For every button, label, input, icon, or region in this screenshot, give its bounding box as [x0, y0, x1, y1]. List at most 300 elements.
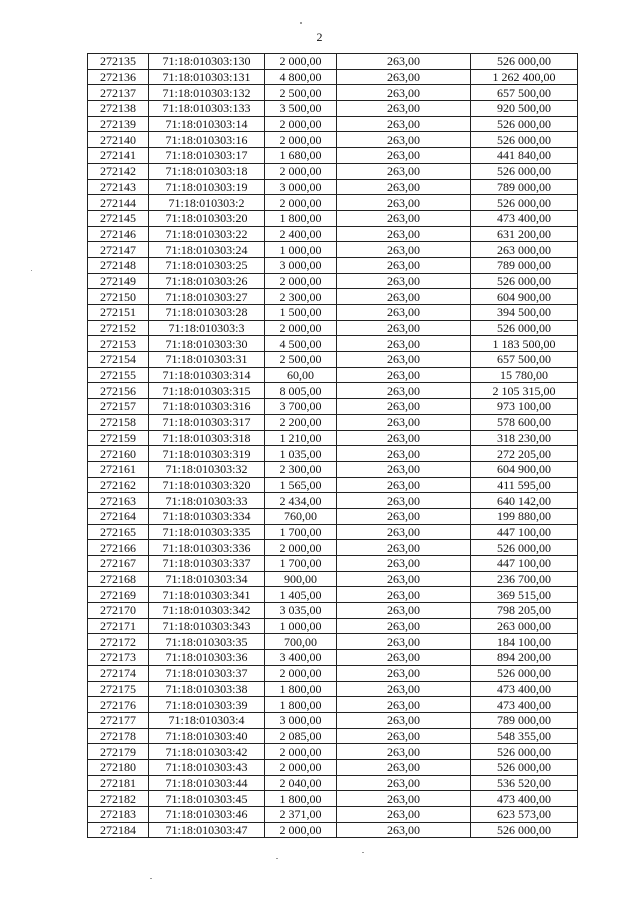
rate-cell: 263,00: [337, 587, 471, 603]
rate-cell: 263,00: [337, 461, 471, 477]
area-cell: 1 210,00: [265, 430, 337, 446]
area-cell: 1 680,00: [265, 148, 337, 164]
cadastral-value-cell: 526 000,00: [471, 540, 578, 556]
rate-cell: 263,00: [337, 524, 471, 540]
record-number-cell: 272165: [88, 524, 149, 540]
rate-cell: 263,00: [337, 556, 471, 572]
area-cell: 4 500,00: [265, 336, 337, 352]
cadastral-number-cell: 71:18:010303:337: [149, 556, 265, 572]
table-row: [88, 728, 578, 744]
record-number-cell: 272136: [88, 69, 149, 85]
area-cell: 2 000,00: [265, 195, 337, 211]
scan-speck: [362, 852, 364, 853]
cadastral-value-cell: 526 000,00: [471, 822, 578, 838]
cadastral-number-cell: 71:18:010303:342: [149, 603, 265, 619]
record-number-cell: 272158: [88, 414, 149, 430]
area-cell: 3 000,00: [265, 257, 337, 273]
cadastral-value-cell: 657 500,00: [471, 85, 578, 101]
area-cell: 1 565,00: [265, 477, 337, 493]
cadastral-value-cell: 1 262 400,00: [471, 69, 578, 85]
rate-cell: 263,00: [337, 289, 471, 305]
cadastral-value-cell: 920 500,00: [471, 101, 578, 117]
table-row: [88, 54, 578, 70]
area-cell: 1 700,00: [265, 556, 337, 572]
cadastral-number-cell: 71:18:010303:26: [149, 273, 265, 289]
cadastral-number-cell: 71:18:010303:19: [149, 179, 265, 195]
area-cell: 1 500,00: [265, 305, 337, 321]
area-cell: 3 000,00: [265, 179, 337, 195]
cadastral-value-cell: 548 355,00: [471, 728, 578, 744]
cadastral-number-cell: 71:18:010303:28: [149, 305, 265, 321]
cadastral-value-cell: 526 000,00: [471, 116, 578, 132]
rate-cell: 263,00: [337, 775, 471, 791]
rate-cell: 263,00: [337, 744, 471, 760]
record-number-cell: 272141: [88, 148, 149, 164]
cadastral-number-cell: 71:18:010303:24: [149, 242, 265, 258]
cadastral-value-cell: 604 900,00: [471, 461, 578, 477]
cadastral-number-cell: 71:18:010303:18: [149, 163, 265, 179]
area-cell: 2 500,00: [265, 85, 337, 101]
area-cell: 2 000,00: [265, 822, 337, 838]
record-number-cell: 272169: [88, 587, 149, 603]
cadastral-value-cell: 1 183 500,00: [471, 336, 578, 352]
area-cell: 700,00: [265, 634, 337, 650]
table-row: [88, 132, 578, 148]
table-row: [88, 273, 578, 289]
record-number-cell: 272138: [88, 101, 149, 117]
cadastral-number-cell: 71:18:010303:341: [149, 587, 265, 603]
area-cell: 900,00: [265, 571, 337, 587]
rate-cell: 263,00: [337, 320, 471, 336]
record-number-cell: 272152: [88, 320, 149, 336]
cadastral-value-cell: 272 205,00: [471, 446, 578, 462]
record-number-cell: 272137: [88, 85, 149, 101]
rate-cell: 263,00: [337, 650, 471, 666]
area-cell: 2 000,00: [265, 273, 337, 289]
cadastral-value-cell: 526 000,00: [471, 54, 578, 70]
cadastral-number-cell: 71:18:010303:320: [149, 477, 265, 493]
cadastral-value-cell: 604 900,00: [471, 289, 578, 305]
rate-cell: 263,00: [337, 305, 471, 321]
cadastral-number-cell: 71:18:010303:34: [149, 571, 265, 587]
table-row: [88, 148, 578, 164]
cadastral-value-cell: 447 100,00: [471, 524, 578, 540]
table-row: [88, 383, 578, 399]
cadastral-number-cell: 71:18:010303:43: [149, 759, 265, 775]
rate-cell: 263,00: [337, 697, 471, 713]
record-number-cell: 272181: [88, 775, 149, 791]
area-cell: 2 000,00: [265, 54, 337, 70]
record-number-cell: 272154: [88, 352, 149, 368]
cadastral-number-cell: 71:18:010303:33: [149, 493, 265, 509]
cadastral-value-cell: 473 400,00: [471, 681, 578, 697]
table-row: [88, 101, 578, 117]
table-row: [88, 195, 578, 211]
cadastral-value-cell: 473 400,00: [471, 697, 578, 713]
cadastral-value-cell: 199 880,00: [471, 508, 578, 524]
record-number-cell: 272157: [88, 399, 149, 415]
table-row: [88, 461, 578, 477]
cadastral-value-cell: 184 100,00: [471, 634, 578, 650]
record-number-cell: 272177: [88, 712, 149, 728]
area-cell: 2 500,00: [265, 352, 337, 368]
rate-cell: 263,00: [337, 242, 471, 258]
record-number-cell: 272174: [88, 665, 149, 681]
table-row: [88, 116, 578, 132]
record-number-cell: 272145: [88, 210, 149, 226]
record-number-cell: 272180: [88, 759, 149, 775]
cadastral-value-cell: 263 000,00: [471, 242, 578, 258]
cadastral-value-cell: 411 595,00: [471, 477, 578, 493]
record-number-cell: 272171: [88, 618, 149, 634]
table-row: [88, 367, 578, 383]
cadastral-value-cell: 789 000,00: [471, 712, 578, 728]
table-row: [88, 807, 578, 823]
record-number-cell: 272148: [88, 257, 149, 273]
record-number-cell: 272144: [88, 195, 149, 211]
table-row: [88, 85, 578, 101]
area-cell: 1 000,00: [265, 242, 337, 258]
rate-cell: 263,00: [337, 352, 471, 368]
table-row: [88, 791, 578, 807]
cadastral-value-cell: 526 000,00: [471, 273, 578, 289]
rate-cell: 263,00: [337, 493, 471, 509]
record-number-cell: 272140: [88, 132, 149, 148]
rate-cell: 263,00: [337, 791, 471, 807]
rate-cell: 263,00: [337, 179, 471, 195]
cadastral-number-cell: 71:18:010303:20: [149, 210, 265, 226]
cadastral-value-cell: 318 230,00: [471, 430, 578, 446]
rate-cell: 263,00: [337, 116, 471, 132]
area-cell: 1 800,00: [265, 791, 337, 807]
record-number-cell: 272156: [88, 383, 149, 399]
record-number-cell: 272160: [88, 446, 149, 462]
cadastral-value-cell: 789 000,00: [471, 179, 578, 195]
cadastral-number-cell: 71:18:010303:3: [149, 320, 265, 336]
cadastral-value-cell: 394 500,00: [471, 305, 578, 321]
rate-cell: 263,00: [337, 85, 471, 101]
rate-cell: 263,00: [337, 163, 471, 179]
area-cell: 3 700,00: [265, 399, 337, 415]
rate-cell: 263,00: [337, 367, 471, 383]
rate-cell: 263,00: [337, 273, 471, 289]
table-row: [88, 634, 578, 650]
table-row: [88, 69, 578, 85]
cadastral-value-cell: 441 840,00: [471, 148, 578, 164]
cadastral-value-cell: 236 700,00: [471, 571, 578, 587]
rate-cell: 263,00: [337, 477, 471, 493]
table-row: [88, 775, 578, 791]
cadastral-value-cell: 473 400,00: [471, 210, 578, 226]
table-row: [88, 712, 578, 728]
record-number-cell: 272146: [88, 226, 149, 242]
record-number-cell: 272161: [88, 461, 149, 477]
table-row: [88, 571, 578, 587]
area-cell: 760,00: [265, 508, 337, 524]
cadastral-number-cell: 71:18:010303:315: [149, 383, 265, 399]
cadastral-number-cell: 71:18:010303:133: [149, 101, 265, 117]
rate-cell: 263,00: [337, 807, 471, 823]
record-number-cell: 272162: [88, 477, 149, 493]
cadastral-value-cell: 623 573,00: [471, 807, 578, 823]
cadastral-number-cell: 71:18:010303:27: [149, 289, 265, 305]
area-cell: 60,00: [265, 367, 337, 383]
cadastral-number-cell: 71:18:010303:343: [149, 618, 265, 634]
cadastral-number-cell: 71:18:010303:38: [149, 681, 265, 697]
cadastral-number-cell: 71:18:010303:132: [149, 85, 265, 101]
record-number-cell: 272170: [88, 603, 149, 619]
area-cell: 2 371,00: [265, 807, 337, 823]
cadastral-value-cell: 536 520,00: [471, 775, 578, 791]
table-row: [88, 556, 578, 572]
cadastral-number-cell: 71:18:010303:17: [149, 148, 265, 164]
rate-cell: 263,00: [337, 132, 471, 148]
cadastral-value-cell: 789 000,00: [471, 257, 578, 273]
table-row: [88, 352, 578, 368]
table-row: [88, 399, 578, 415]
record-number-cell: 272159: [88, 430, 149, 446]
cadastral-value-cell: 894 200,00: [471, 650, 578, 666]
rate-cell: 263,00: [337, 430, 471, 446]
table-row: [88, 257, 578, 273]
rate-cell: 263,00: [337, 69, 471, 85]
rate-cell: 263,00: [337, 665, 471, 681]
area-cell: 3 500,00: [265, 101, 337, 117]
rate-cell: 263,00: [337, 822, 471, 838]
rate-cell: 263,00: [337, 508, 471, 524]
cadastral-number-cell: 71:18:010303:334: [149, 508, 265, 524]
cadastral-number-cell: 71:18:010303:2: [149, 195, 265, 211]
area-cell: 1 800,00: [265, 697, 337, 713]
cadastral-value-cell: 2 105 315,00: [471, 383, 578, 399]
table-row: [88, 603, 578, 619]
area-cell: 3 000,00: [265, 712, 337, 728]
cadastral-number-cell: 71:18:010303:46: [149, 807, 265, 823]
area-cell: 2 200,00: [265, 414, 337, 430]
record-number-cell: 272183: [88, 807, 149, 823]
record-number-cell: 272155: [88, 367, 149, 383]
rate-cell: 263,00: [337, 257, 471, 273]
table-row: [88, 697, 578, 713]
rate-cell: 263,00: [337, 728, 471, 744]
area-cell: 1 800,00: [265, 210, 337, 226]
table-row: [88, 226, 578, 242]
area-cell: 2 000,00: [265, 744, 337, 760]
area-cell: 1 405,00: [265, 587, 337, 603]
rate-cell: 263,00: [337, 759, 471, 775]
table-row: [88, 681, 578, 697]
table-row: [88, 336, 578, 352]
rate-cell: 263,00: [337, 210, 471, 226]
record-number-cell: 272168: [88, 571, 149, 587]
rate-cell: 263,00: [337, 712, 471, 728]
rate-cell: 263,00: [337, 195, 471, 211]
cadastral-value-cell: 526 000,00: [471, 320, 578, 336]
scan-speck: [150, 878, 152, 879]
record-number-cell: 272153: [88, 336, 149, 352]
area-cell: 2 300,00: [265, 289, 337, 305]
record-number-cell: 272163: [88, 493, 149, 509]
table-row: [88, 744, 578, 760]
area-cell: 8 005,00: [265, 383, 337, 399]
area-cell: 1 800,00: [265, 681, 337, 697]
cadastral-number-cell: 71:18:010303:314: [149, 367, 265, 383]
cadastral-number-cell: 71:18:010303:39: [149, 697, 265, 713]
rate-cell: 263,00: [337, 571, 471, 587]
cadastral-number-cell: 71:18:010303:44: [149, 775, 265, 791]
table-row: [88, 508, 578, 524]
record-number-cell: 272167: [88, 556, 149, 572]
scan-speck: [300, 22, 302, 24]
area-cell: 2 000,00: [265, 116, 337, 132]
area-cell: 2 040,00: [265, 775, 337, 791]
cadastral-value-cell: 447 100,00: [471, 556, 578, 572]
area-cell: 1 035,00: [265, 446, 337, 462]
area-cell: 2 300,00: [265, 461, 337, 477]
cadastral-number-cell: 71:18:010303:335: [149, 524, 265, 540]
cadastral-value-cell: 631 200,00: [471, 226, 578, 242]
cadastral-number-cell: 71:18:010303:45: [149, 791, 265, 807]
page-number: 2: [316, 30, 323, 44]
table-row: [88, 493, 578, 509]
cadastral-number-cell: 71:18:010303:14: [149, 116, 265, 132]
area-cell: 2 000,00: [265, 759, 337, 775]
record-number-cell: 272175: [88, 681, 149, 697]
cadastral-number-cell: 71:18:010303:130: [149, 54, 265, 70]
scan-speck: [31, 270, 32, 271]
table-row: [88, 430, 578, 446]
cadastral-value-cell: 526 000,00: [471, 665, 578, 681]
record-number-cell: 272173: [88, 650, 149, 666]
area-cell: 4 800,00: [265, 69, 337, 85]
cadastral-number-cell: 71:18:010303:30: [149, 336, 265, 352]
table-row: [88, 618, 578, 634]
rate-cell: 263,00: [337, 383, 471, 399]
rate-cell: 263,00: [337, 603, 471, 619]
table-row: [88, 759, 578, 775]
record-number-cell: 272176: [88, 697, 149, 713]
cadastral-value-cell: 798 205,00: [471, 603, 578, 619]
rate-cell: 263,00: [337, 148, 471, 164]
area-cell: 2 000,00: [265, 665, 337, 681]
rate-cell: 263,00: [337, 618, 471, 634]
table-row: [88, 289, 578, 305]
cadastral-number-cell: 71:18:010303:36: [149, 650, 265, 666]
table-body: [88, 54, 578, 838]
cadastral-value-cell: 263 000,00: [471, 618, 578, 634]
cadastral-number-cell: 71:18:010303:131: [149, 69, 265, 85]
scan-speck: [276, 858, 278, 859]
cadastral-value-cell: 369 515,00: [471, 587, 578, 603]
table-row: [88, 650, 578, 666]
record-number-cell: 272142: [88, 163, 149, 179]
table-row: [88, 210, 578, 226]
cadastral-number-cell: 71:18:010303:47: [149, 822, 265, 838]
rate-cell: 263,00: [337, 399, 471, 415]
cadastral-value-cell: 526 000,00: [471, 759, 578, 775]
area-cell: 2 434,00: [265, 493, 337, 509]
rate-cell: 263,00: [337, 54, 471, 70]
cadastral-number-cell: 71:18:010303:16: [149, 132, 265, 148]
cadastral-number-cell: 71:18:010303:4: [149, 712, 265, 728]
cadastral-number-cell: 71:18:010303:37: [149, 665, 265, 681]
rate-cell: 263,00: [337, 446, 471, 462]
table-row: [88, 179, 578, 195]
rate-cell: 263,00: [337, 634, 471, 650]
cadastral-number-cell: 71:18:010303:35: [149, 634, 265, 650]
record-number-cell: 272149: [88, 273, 149, 289]
area-cell: 2 000,00: [265, 163, 337, 179]
rate-cell: 263,00: [337, 226, 471, 242]
cadastral-number-cell: 71:18:010303:31: [149, 352, 265, 368]
table-row: [88, 305, 578, 321]
cadastral-value-cell: 973 100,00: [471, 399, 578, 415]
cadastral-value-cell: 15 780,00: [471, 367, 578, 383]
cadastral-number-cell: 71:18:010303:316: [149, 399, 265, 415]
area-cell: 1 700,00: [265, 524, 337, 540]
record-number-cell: 272178: [88, 728, 149, 744]
record-number-cell: 272166: [88, 540, 149, 556]
record-number-cell: 272147: [88, 242, 149, 258]
cadastral-value-cell: 578 600,00: [471, 414, 578, 430]
record-number-cell: 272172: [88, 634, 149, 650]
cadastral-value-cell: 526 000,00: [471, 744, 578, 760]
cadastral-number-cell: 71:18:010303:32: [149, 461, 265, 477]
rate-cell: 263,00: [337, 414, 471, 430]
record-number-cell: 272182: [88, 791, 149, 807]
record-number-cell: 272139: [88, 116, 149, 132]
cadastral-value-cell: 640 142,00: [471, 493, 578, 509]
cadastral-value-cell: 526 000,00: [471, 163, 578, 179]
table-row: [88, 477, 578, 493]
record-number-cell: 272143: [88, 179, 149, 195]
table-row: [88, 822, 578, 838]
area-cell: 2 085,00: [265, 728, 337, 744]
rate-cell: 263,00: [337, 336, 471, 352]
cadastral-value-cell: 473 400,00: [471, 791, 578, 807]
cadastral-value-table: [87, 53, 578, 838]
cadastral-number-cell: 71:18:010303:25: [149, 257, 265, 273]
rate-cell: 263,00: [337, 681, 471, 697]
table-row: [88, 320, 578, 336]
table-row: [88, 446, 578, 462]
table-row: [88, 587, 578, 603]
rate-cell: 263,00: [337, 540, 471, 556]
cadastral-number-cell: 71:18:010303:42: [149, 744, 265, 760]
table-row: [88, 163, 578, 179]
cadastral-number-cell: 71:18:010303:40: [149, 728, 265, 744]
record-number-cell: 272184: [88, 822, 149, 838]
cadastral-number-cell: 71:18:010303:317: [149, 414, 265, 430]
record-number-cell: 272179: [88, 744, 149, 760]
record-number-cell: 272150: [88, 289, 149, 305]
cadastral-number-cell: 71:18:010303:319: [149, 446, 265, 462]
cadastral-value-cell: 657 500,00: [471, 352, 578, 368]
cadastral-value-cell: 526 000,00: [471, 195, 578, 211]
table-row: [88, 414, 578, 430]
rate-cell: 263,00: [337, 101, 471, 117]
cadastral-number-cell: 71:18:010303:336: [149, 540, 265, 556]
area-cell: 2 000,00: [265, 540, 337, 556]
table-row: [88, 540, 578, 556]
table-row: [88, 524, 578, 540]
cadastral-number-cell: 71:18:010303:22: [149, 226, 265, 242]
area-cell: 2 000,00: [265, 320, 337, 336]
area-cell: 1 000,00: [265, 618, 337, 634]
table-row: [88, 242, 578, 258]
area-cell: 3 400,00: [265, 650, 337, 666]
table-row: [88, 665, 578, 681]
